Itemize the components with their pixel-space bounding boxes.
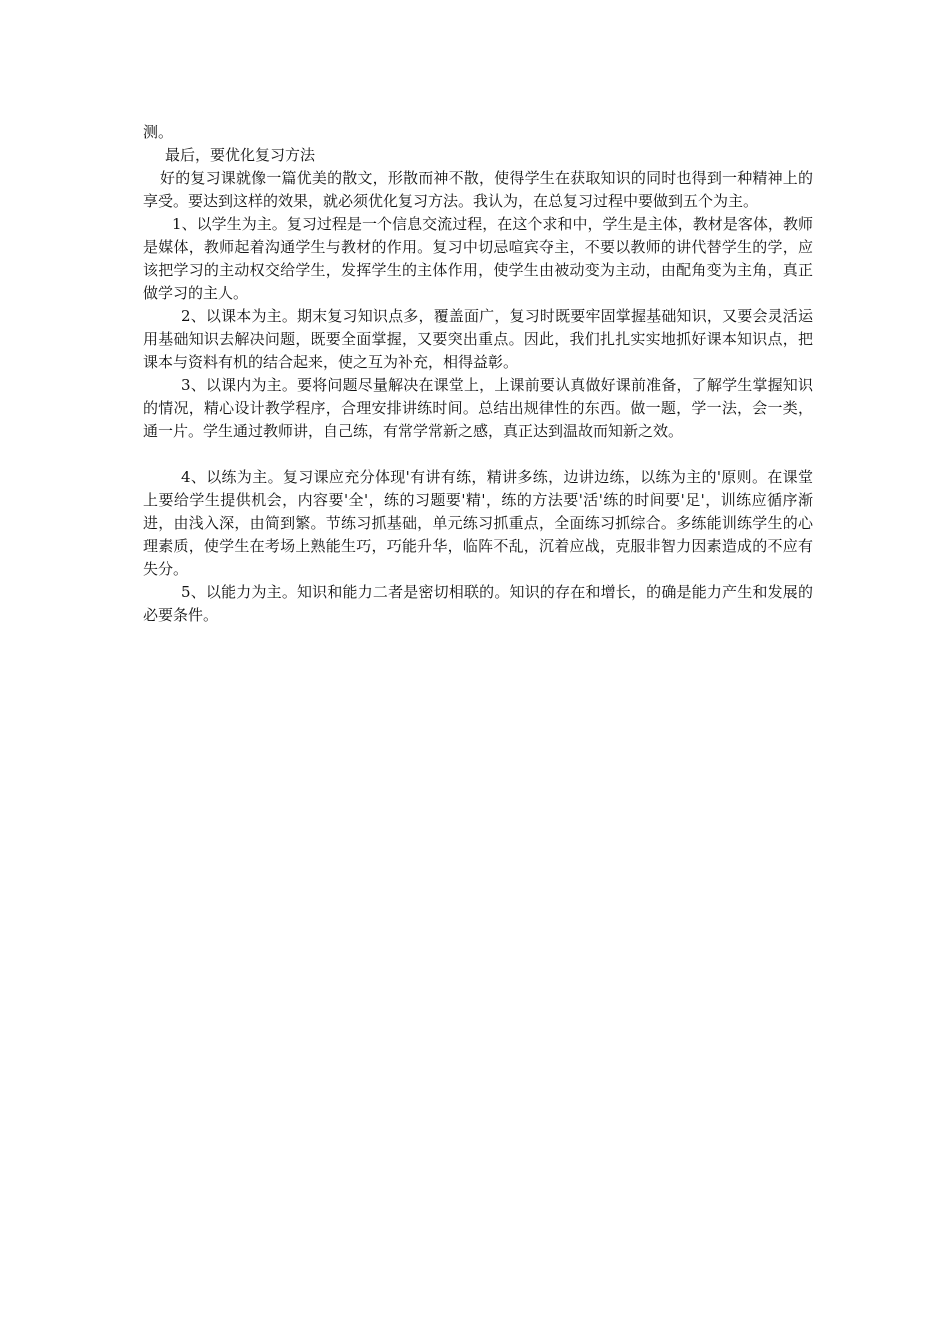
section-heading: 最后，要优化复习方法 [165, 146, 316, 164]
paragraph-continuation: 测。 [143, 123, 174, 141]
paragraph-point-2: 2、以课本为主。期末复习知识点多，覆盖面广，复习时既要牢固掌握基础知识，又要会灵活运用基础知识去解决问题，既要全面掌握，又要突出重点。因此，我们扎扎实实地抓好课本知识点，把课本与资料有机的结合起来，使之互为补充，相得益彰。 [143, 307, 813, 371]
paragraph-point-1: 1、以学生为主。复习过程是一个信息交流过程，在这个求和中，学生是主体，教材是客体，教师是媒体，教师起着沟通学生与教材的作用。复习中切忌喧宾夺主，不要以教师的讲代替学生的学，应该把学习的主动权交给学生，发挥学生的主体作用，使学生由被动变为主动，由配角变为主角，真正做学习的主人。 [143, 215, 813, 302]
paragraph-point-5: 5、以能力为主。知识和能力二者是密切相联的。知识的存在和增长，的确是能力产生和发展的必要条件。 [143, 583, 813, 624]
document-body [143, 121, 813, 627]
paragraph-intro: 好的复习课就像一篇优美的散文，形散而神不散，使得学生在获取知识的同时也得到一种精神上的享受。要达到这样的效果，就必须优化复习方法。我认为，在总复习过程中要做到五个为主。 [143, 169, 813, 210]
paragraph-point-3: 3、以课内为主。要将问题尽量解决在课堂上，上课前要认真做好课前准备，了解学生掌握知识的情况，精心设计教学程序，合理安排讲练时间。总结出规律性的东西。做一题，学一法，会一类，通一片。学生通过教师讲，自己练，有常学常新之感，真正达到温故而知新之效。 [143, 376, 813, 440]
paragraph-point-4: 4、以练为主。复习课应充分体现'有讲有练，精讲多练，边讲边练，以练为主的'原则。在课堂上要给学生提供机会，内容要'全'，练的习题要'精'，练的方法要'活'练的时间要'足'，训练应循序渐进，由浅入深，由简到繁。节练习抓基础，单元练习抓重点，全面练习抓综合。多练能训练学生的心理素质，使学生在考场上熟能生巧，巧能升华，临阵不乱，沉着应战，克服非智力因素造成的不应有失分。 [143, 468, 813, 578]
